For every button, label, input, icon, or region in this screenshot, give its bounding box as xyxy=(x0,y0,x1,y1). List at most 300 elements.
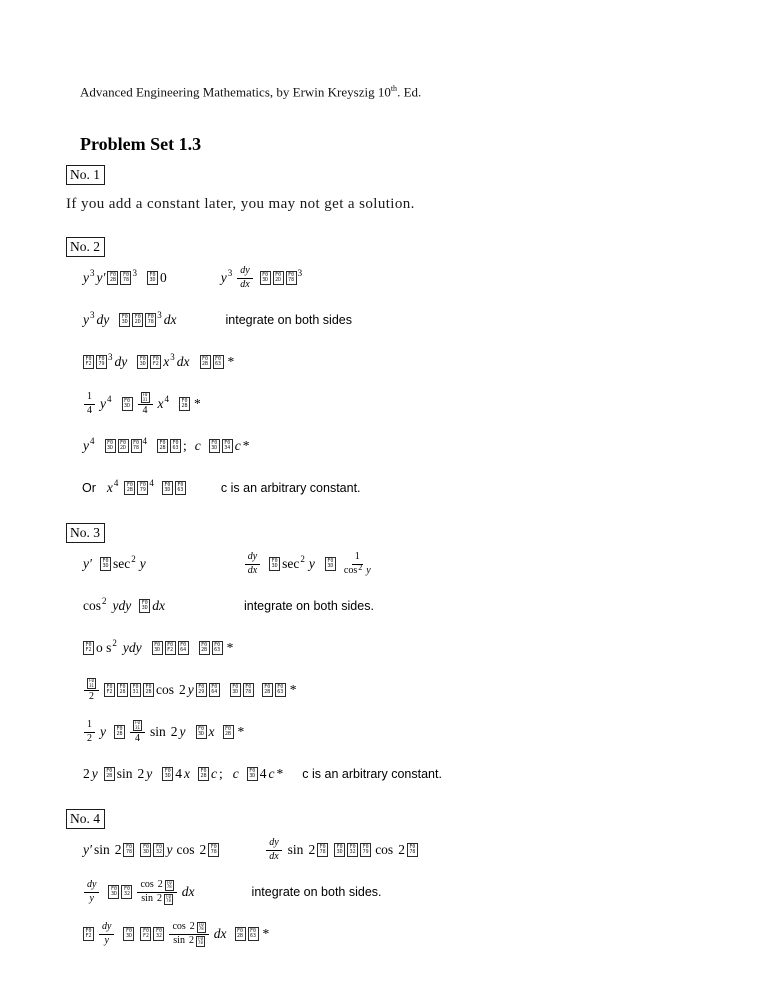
missing-glyph-box: F0 3D xyxy=(209,439,220,453)
section-label-row xyxy=(66,159,728,193)
math-superscript: 2 xyxy=(112,638,117,649)
math-line xyxy=(82,433,728,459)
missing-glyph-box: F0 63 xyxy=(175,481,186,495)
spacer xyxy=(155,488,161,489)
math-variable: c xyxy=(232,766,239,782)
spacer xyxy=(363,571,365,572)
math-variable: dx xyxy=(247,564,258,576)
math-text: 4 xyxy=(135,733,140,745)
math-fraction xyxy=(343,552,372,576)
math-text: ; xyxy=(219,766,223,782)
math-superscript: 3 xyxy=(157,310,162,321)
math-text: 2 xyxy=(308,842,316,858)
missing-glyph-box: F0 2B xyxy=(223,725,234,739)
spacer xyxy=(187,488,221,489)
math-text: 0 xyxy=(159,270,167,286)
math-text: * xyxy=(237,724,245,740)
spacer xyxy=(134,404,136,405)
spacer xyxy=(337,564,341,565)
math-superscript: 2 xyxy=(131,554,136,565)
math-line xyxy=(82,921,728,947)
math-line xyxy=(82,307,728,333)
math-line xyxy=(82,719,728,745)
fraction-numerator xyxy=(130,720,145,733)
spacer xyxy=(116,934,122,935)
math-variable: y xyxy=(83,438,89,454)
missing-glyph-box: F0 3D xyxy=(140,843,151,857)
math-variable: y xyxy=(83,312,89,328)
math-variable: y xyxy=(146,766,153,782)
fraction-denominator xyxy=(239,279,250,291)
math-fraction xyxy=(99,922,114,946)
math-variable: dx xyxy=(269,850,279,862)
math-variable: y xyxy=(83,270,89,286)
spacer xyxy=(170,404,178,405)
spacer xyxy=(216,732,222,733)
math-variable: dx xyxy=(176,354,190,370)
missing-glyph-box: F0 3D xyxy=(139,599,150,613)
math-fraction xyxy=(84,720,95,744)
doc-header xyxy=(80,84,728,100)
math-text: 1 xyxy=(354,551,360,563)
missing-glyph-box: F0 31 xyxy=(141,392,150,403)
spacer xyxy=(372,850,374,851)
math-variable: c xyxy=(268,766,275,782)
fraction-denominator xyxy=(86,733,93,745)
section-label: No. 3 xyxy=(66,523,105,543)
fraction-denominator xyxy=(247,565,258,577)
math-text: ; xyxy=(183,438,187,454)
spacer xyxy=(195,850,198,851)
missing-glyph-box: F0 3D xyxy=(260,271,271,285)
missing-glyph-box: F0 79 xyxy=(360,843,371,857)
spacer xyxy=(262,564,268,565)
math-line xyxy=(82,593,728,619)
math-line xyxy=(82,475,728,501)
spacer xyxy=(166,606,244,607)
missing-glyph-box: F0 32 xyxy=(153,843,164,857)
spacer xyxy=(211,934,213,935)
spacer xyxy=(154,899,156,900)
spacer xyxy=(126,732,128,733)
math-variable: dy xyxy=(247,551,258,563)
missing-glyph-box: F0 64 xyxy=(178,641,189,655)
spacer xyxy=(134,774,137,775)
math-superscript: 2 xyxy=(300,554,305,565)
missing-glyph-box: F0 2B xyxy=(262,683,273,697)
spacer xyxy=(108,606,112,607)
math-text: * xyxy=(227,354,235,370)
missing-glyph-box: F0 63 xyxy=(248,927,259,941)
math-fraction xyxy=(137,880,176,905)
fraction-numerator xyxy=(138,392,153,405)
math-text: o s xyxy=(96,640,112,656)
math-text: * xyxy=(194,396,201,412)
math-superscript: 3 xyxy=(108,352,113,363)
math-text: sec xyxy=(112,556,131,572)
annotation-text: integrate on both sides. xyxy=(251,885,382,900)
math-text: cos xyxy=(375,842,394,858)
spacer xyxy=(135,934,139,935)
spacer xyxy=(191,774,197,775)
fraction-numerator xyxy=(84,720,95,733)
math-variable: y′ xyxy=(83,556,92,572)
spacer xyxy=(196,892,252,893)
annotation-text: Or xyxy=(82,481,96,496)
missing-glyph-box: F0 3D xyxy=(269,557,280,571)
spacer xyxy=(111,850,114,851)
missing-glyph-box: F0 3D xyxy=(100,557,111,571)
math-superscript: 4 xyxy=(113,478,119,489)
spacer xyxy=(240,774,246,775)
missing-glyph-box: F0 2B xyxy=(107,271,118,285)
missing-glyph-box: F0 F2 xyxy=(104,683,115,697)
math-variable: dy xyxy=(269,837,279,849)
fraction-denominator xyxy=(142,405,149,417)
missing-glyph-box: F0 79 xyxy=(137,481,148,495)
spacer xyxy=(316,564,324,565)
math-variable: y xyxy=(187,682,194,698)
missing-glyph-box: F0 3D xyxy=(162,481,173,495)
math-line xyxy=(82,837,728,863)
math-text: 2 xyxy=(114,842,122,858)
missing-glyph-box: F0 3D xyxy=(105,439,116,453)
section-label: No. 1 xyxy=(66,165,105,185)
missing-glyph-box: F0 2B xyxy=(198,767,209,781)
missing-glyph-box: F0 3D xyxy=(247,767,258,781)
missing-glyph-box: F0 64 xyxy=(209,683,220,697)
missing-glyph-box: F0 78 xyxy=(243,683,254,697)
missing-glyph-box: F0 78 xyxy=(164,894,173,905)
spacer xyxy=(173,850,175,851)
section-label: No. 2 xyxy=(66,237,105,257)
missing-glyph-box: F0 63 xyxy=(170,439,181,453)
spacer xyxy=(224,648,226,649)
spacer xyxy=(138,278,146,279)
fraction-numerator xyxy=(237,266,252,279)
math-variable: dx xyxy=(152,598,165,614)
spacer xyxy=(107,732,113,733)
missing-glyph-box: F0 78 xyxy=(120,271,131,285)
math-text: sin xyxy=(173,935,185,947)
missing-glyph-box: F0 3D xyxy=(147,271,158,285)
missing-glyph-box: F0 31 xyxy=(130,683,141,697)
math-line xyxy=(82,349,728,375)
missing-glyph-box: F0 3D xyxy=(137,355,148,369)
math-text: 2 xyxy=(398,842,405,858)
fraction-denominator xyxy=(104,935,110,947)
math-text: 2 xyxy=(189,921,195,933)
spacer xyxy=(101,690,103,691)
missing-glyph-box: F0 63 xyxy=(213,355,224,369)
fraction-numerator xyxy=(245,552,260,565)
math-line xyxy=(82,635,728,661)
spacer xyxy=(178,320,226,321)
math-line xyxy=(82,879,728,905)
missing-glyph-box: F0 2B xyxy=(157,439,168,453)
math-variable: y′ xyxy=(83,842,92,858)
spacer xyxy=(304,850,307,851)
spacer xyxy=(221,690,229,691)
missing-glyph-box: F0 2B xyxy=(124,481,135,495)
math-text: sin xyxy=(141,893,153,905)
fraction-denominator xyxy=(86,405,93,417)
math-fraction xyxy=(266,838,281,862)
math-text: 2 xyxy=(87,732,92,744)
section-label: No. 4 xyxy=(66,809,105,829)
missing-glyph-box: F0 2B xyxy=(235,927,246,941)
math-variable: y xyxy=(89,892,94,904)
missing-glyph-box: F0 2D xyxy=(118,439,129,453)
missing-glyph-box: F0 F2 xyxy=(83,355,94,369)
spacer xyxy=(101,892,107,893)
math-variable: x xyxy=(184,766,191,782)
missing-glyph-box: F0 32 xyxy=(121,885,132,899)
fraction-numerator xyxy=(84,678,99,691)
missing-glyph-box: F0 63 xyxy=(275,683,286,697)
math-variable: y xyxy=(100,396,106,412)
math-text: 2 xyxy=(83,766,90,782)
annotation-text: c is an arbitrary constant. xyxy=(302,767,442,782)
math-variable: c xyxy=(211,766,218,782)
missing-glyph-box: F0 78 xyxy=(407,843,418,857)
spacer xyxy=(97,404,99,405)
spacer xyxy=(190,648,198,649)
missing-glyph-box: F0 78 xyxy=(131,439,142,453)
spacer xyxy=(119,488,123,489)
math-superscript: 4 xyxy=(164,394,169,405)
spacer xyxy=(284,774,302,775)
missing-glyph-box: F0 78 xyxy=(145,313,156,327)
math-variable: c xyxy=(234,438,241,454)
missing-glyph-box: F0 3D xyxy=(196,725,207,739)
missing-glyph-box: F0 2D xyxy=(132,313,143,327)
spacer xyxy=(225,362,227,363)
missing-glyph-box: F0 34 xyxy=(222,439,233,453)
missing-glyph-box: F0 2B xyxy=(200,355,211,369)
missing-glyph-box: F0 32 xyxy=(153,927,164,941)
math-superscript: 2 xyxy=(102,596,107,607)
math-variable: y xyxy=(179,724,186,740)
math-text: * xyxy=(262,926,270,942)
missing-glyph-box: F0 29 xyxy=(196,683,207,697)
spacer xyxy=(99,774,103,775)
math-superscript: 3 xyxy=(90,268,95,279)
math-variable: y xyxy=(91,766,98,782)
spacer xyxy=(191,404,193,405)
missing-glyph-box: F0 F2 xyxy=(83,927,94,941)
missing-glyph-box: F0 F2 xyxy=(83,641,94,655)
math-text: * xyxy=(289,682,297,698)
missing-glyph-box: F0 3D xyxy=(123,927,134,941)
math-fraction xyxy=(169,922,208,947)
fraction-denominator xyxy=(88,691,95,703)
spacer xyxy=(224,774,232,775)
missing-glyph-box: F0 3D xyxy=(162,767,173,781)
missing-glyph-box: F0 78 xyxy=(197,922,206,933)
math-variable: y′ xyxy=(96,270,106,286)
math-text: 4 xyxy=(142,405,148,417)
missing-glyph-box: F0 F2 xyxy=(165,641,176,655)
missing-glyph-box: F0 78 xyxy=(208,843,219,857)
spacer xyxy=(155,404,157,405)
missing-glyph-box: F0 31 xyxy=(133,720,142,731)
section-label-row xyxy=(66,517,728,551)
math-text: cos xyxy=(172,921,186,933)
spacer xyxy=(191,362,199,363)
spacer xyxy=(233,278,235,279)
math-text: sin xyxy=(150,724,166,740)
math-variable: y xyxy=(308,556,315,572)
math-fraction xyxy=(84,880,99,904)
spacer xyxy=(260,934,262,935)
math-text: sec xyxy=(282,556,300,572)
missing-glyph-box: F0 3D xyxy=(334,843,345,857)
fraction-numerator xyxy=(84,392,95,405)
math-superscript: 4 xyxy=(90,436,95,447)
spacer xyxy=(255,278,259,279)
fraction-denominator xyxy=(140,893,174,905)
fraction-numerator xyxy=(169,922,208,935)
spacer xyxy=(137,564,139,565)
spacer xyxy=(133,892,135,893)
math-text: 2 xyxy=(156,893,162,905)
section-label-row xyxy=(66,803,728,837)
doc-header-text: Advanced Engineering Mathematics, by Erwin Kreyszig 10 xyxy=(80,84,391,100)
math-variable: dx xyxy=(240,278,250,290)
missing-glyph-box: F0 2B xyxy=(104,767,115,781)
math-superscript: 3 xyxy=(90,310,95,321)
math-variable: x xyxy=(208,724,215,740)
math-variable: dy xyxy=(87,879,97,891)
math-fraction xyxy=(245,552,260,576)
missing-glyph-box: F0 2B xyxy=(143,683,154,697)
math-text: cos xyxy=(156,682,174,698)
math-text: 2 xyxy=(170,724,178,740)
math-text: * xyxy=(226,640,234,656)
spacer xyxy=(113,404,121,405)
math-variable: x xyxy=(106,480,113,496)
missing-glyph-box: F0 3D xyxy=(152,641,163,655)
math-variable: dy xyxy=(240,265,250,277)
fraction-numerator xyxy=(266,838,281,851)
missing-glyph-box: F0 2B xyxy=(179,397,190,411)
spacer xyxy=(135,850,139,851)
missing-glyph-box: F0 78 xyxy=(286,271,297,285)
spacer xyxy=(188,446,194,447)
math-text: 1 xyxy=(87,391,92,403)
math-line xyxy=(82,551,728,577)
math-variable: x xyxy=(157,396,164,412)
math-variable: ydy xyxy=(122,640,142,656)
spacer xyxy=(329,850,333,851)
math-variable: dx xyxy=(213,926,227,942)
math-variable: ydy xyxy=(112,598,132,614)
math-line xyxy=(82,391,728,417)
missing-glyph-box: F0 78 xyxy=(196,936,205,947)
math-variable: y xyxy=(220,270,227,286)
math-variable: dy xyxy=(102,921,112,933)
math-text: 2 xyxy=(137,766,145,782)
annotation-text: integrate on both sides. xyxy=(243,599,374,614)
math-text: cos xyxy=(83,598,101,614)
math-superscript: 3 xyxy=(227,268,233,279)
doc-header-superscript: th xyxy=(390,84,398,93)
spacer xyxy=(255,690,261,691)
spacer xyxy=(128,362,136,363)
spacer xyxy=(306,564,308,565)
missing-glyph-box: F0 32 xyxy=(347,843,358,857)
math-variable: dx xyxy=(181,884,195,900)
math-fraction xyxy=(84,678,99,703)
missing-glyph-box: F0 3D xyxy=(230,683,241,697)
missing-glyph-box: F0 3D xyxy=(122,397,133,411)
math-text: 2 xyxy=(89,691,94,703)
sentence-text: If you add a constant later, you may not get a solution. xyxy=(66,195,415,212)
missing-glyph-box: F0 2B xyxy=(114,725,125,739)
math-variable: y xyxy=(100,724,106,740)
math-fraction xyxy=(237,266,252,290)
math-superscript: 4 xyxy=(107,394,112,405)
spacer xyxy=(96,446,104,447)
spacer xyxy=(168,278,220,279)
spacer xyxy=(167,732,170,733)
text-line xyxy=(66,193,728,215)
spacer xyxy=(147,564,243,565)
spacer xyxy=(93,564,99,565)
math-text: cos xyxy=(343,564,358,576)
math-text: sin xyxy=(116,766,133,782)
math-text: * xyxy=(242,438,250,454)
math-text: sin xyxy=(287,842,304,858)
math-superscript: 3 xyxy=(297,268,303,279)
missing-glyph-box: F0 3D xyxy=(108,885,119,899)
spacer xyxy=(147,732,149,733)
spacer xyxy=(143,648,151,649)
math-variable: y xyxy=(104,934,109,946)
spacer xyxy=(155,885,157,886)
math-superscript: 2 xyxy=(358,562,363,572)
spacer xyxy=(187,732,195,733)
spacer xyxy=(287,690,289,691)
section-label-row xyxy=(66,231,728,265)
missing-glyph-box: F0 F2 xyxy=(150,355,161,369)
missing-glyph-box: F0 31 xyxy=(87,678,96,689)
math-text: 4 xyxy=(259,766,267,782)
math-variable: x xyxy=(163,354,170,370)
spacer xyxy=(97,732,99,733)
math-superscript: 4 xyxy=(149,478,154,489)
math-text: cos xyxy=(176,842,195,858)
math-text: 2 xyxy=(188,935,194,947)
math-fraction xyxy=(130,720,145,745)
math-variable: dy xyxy=(114,354,128,370)
math-fraction xyxy=(138,392,153,417)
spacer xyxy=(220,850,264,851)
math-line xyxy=(82,761,728,787)
spacer xyxy=(235,732,237,733)
fraction-denominator xyxy=(89,893,95,905)
spacer xyxy=(95,934,97,935)
math-text: sin xyxy=(93,842,110,858)
math-text: 1 xyxy=(87,719,92,731)
fraction-numerator xyxy=(99,922,114,935)
missing-glyph-box: F0 3D xyxy=(325,557,336,571)
annotation-text: c is an arbitrary constant. xyxy=(220,481,361,496)
spacer xyxy=(202,446,208,447)
doc-header-tail: . Ed. xyxy=(397,84,422,100)
missing-glyph-box: F0 28 xyxy=(117,683,128,697)
